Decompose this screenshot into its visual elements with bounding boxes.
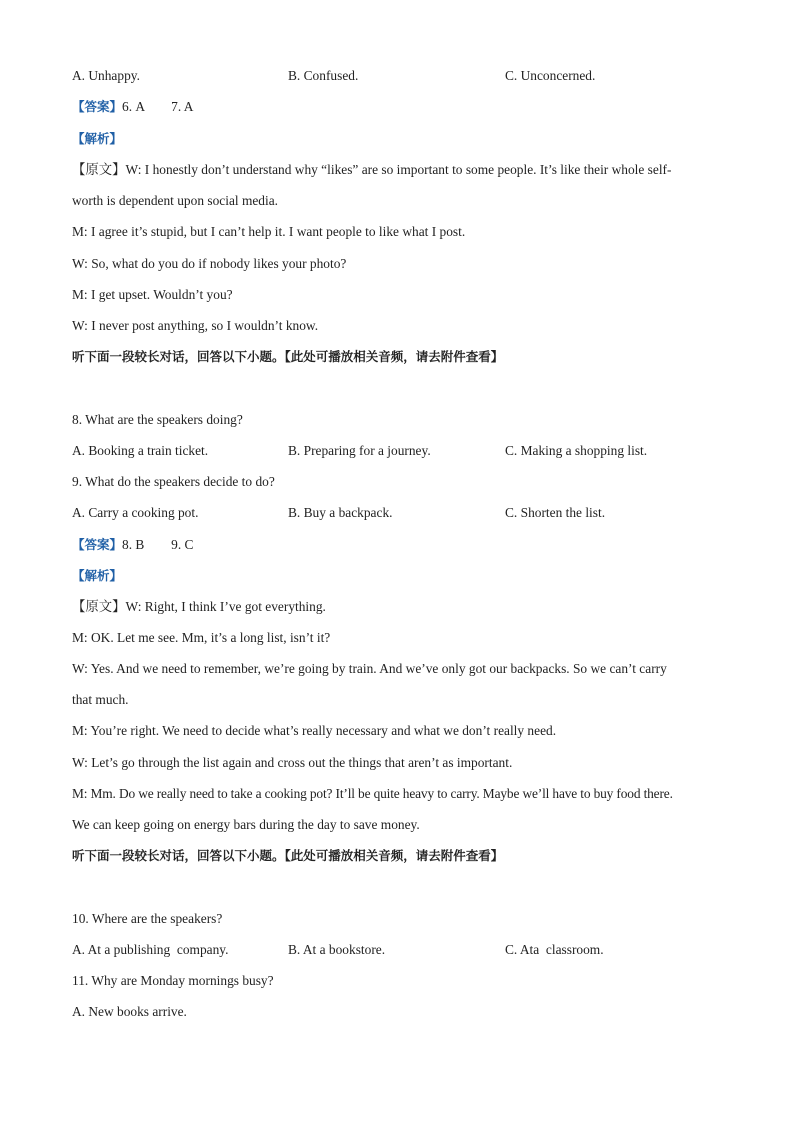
answer-text: 6. A 7. A — [122, 99, 194, 114]
transcript-2-line-7: M: Mm. Do we really need to take a cooking pot? It’ll be quite heavy to carry. Maybe we’ll have to buy food there. — [72, 786, 673, 801]
transcript-1-line-5: M: I get upset. Wouldn’t you? — [72, 287, 233, 302]
analysis-label: 【解析】 — [72, 568, 123, 583]
q9-option-c: C. Shorten the list. — [505, 505, 606, 520]
answer-label: 【答案】 — [72, 99, 123, 114]
transcript-2-line-1: 【原文】W: Right, I think I’ve got everything. — [72, 599, 326, 614]
answer-row-2 — [72, 536, 734, 554]
transcript-2-line-5: M: You’re right. We need to decide what’s really necessary and what we don’t really need. — [72, 723, 557, 738]
q8-question: 8. What are the speakers doing? — [72, 412, 243, 427]
listening-instruction-1: 听下面一段较长对话，回答以下小题。【此处可播放相关音频，请去附件查看】 — [72, 349, 504, 364]
transcript-2-line-3: W: Yes. And we need to remember, we’re going by train. And we’ve only got our backpacks. So we can’t carry — [72, 661, 667, 676]
q8-option-a: A. Booking a train ticket. — [72, 443, 209, 458]
q9-option-a: A. Carry a cooking pot. — [72, 505, 199, 520]
q9-question: 9. What do the speakers decide to do? — [72, 474, 275, 489]
q10-question: 10. Where are the speakers? — [72, 911, 223, 926]
transcript-1-line-6: W: I never post anything, so I wouldn’t know. — [72, 318, 319, 333]
transcript-1-line-4: W: So, what do you do if nobody likes your photo? — [72, 256, 347, 271]
q7-option-c: C. Unconcerned. — [505, 68, 596, 83]
answer-label: 【答案】 — [72, 537, 123, 552]
transcript-1-line-2: worth is dependent upon social media. — [72, 193, 279, 208]
q8-option-c: C. Making a shopping list. — [505, 443, 648, 458]
q10-option-c: C. Ata classroom. — [505, 942, 604, 957]
q9-option-b: B. Buy a backpack. — [288, 505, 393, 520]
q7-option-b: B. Confused. — [288, 68, 359, 83]
analysis-label: 【解析】 — [72, 131, 123, 146]
transcript-2-line-2: M: OK. Let me see. Mm, it’s a long list, isn’t it? — [72, 630, 331, 645]
transcript-2-line-8: We can keep going on energy bars during the day to save money. — [72, 817, 420, 832]
q7-option-a: A. Unhappy. — [72, 68, 140, 83]
q11-option-a: A. New books arrive. — [72, 1004, 187, 1019]
listening-instruction-2: 听下面一段较长对话，回答以下小题。【此处可播放相关音频，请去附件查看】 — [72, 848, 504, 863]
answer-text: 8. B 9. C — [122, 537, 194, 552]
transcript-1-line-1: 【原文】W: I honestly don’t understand why “likes” are so important to some people. It’s like their whole self- — [72, 162, 672, 177]
transcript-2-line-6: W: Let’s go through the list again and cross out the things that aren’t as important. — [72, 755, 513, 770]
q10-option-b: B. At a bookstore. — [288, 942, 386, 957]
q10-option-a: A. At a publishing company. — [72, 942, 229, 957]
transcript-1-line-3: M: I agree it’s stupid, but I can’t help it. I want people to like what I post. — [72, 224, 466, 239]
answer-row-1 — [72, 98, 734, 116]
q11-question: 11. Why are Monday mornings busy? — [72, 973, 274, 988]
q8-option-b: B. Preparing for a journey. — [288, 443, 431, 458]
transcript-2-line-4: that much. — [72, 692, 129, 707]
